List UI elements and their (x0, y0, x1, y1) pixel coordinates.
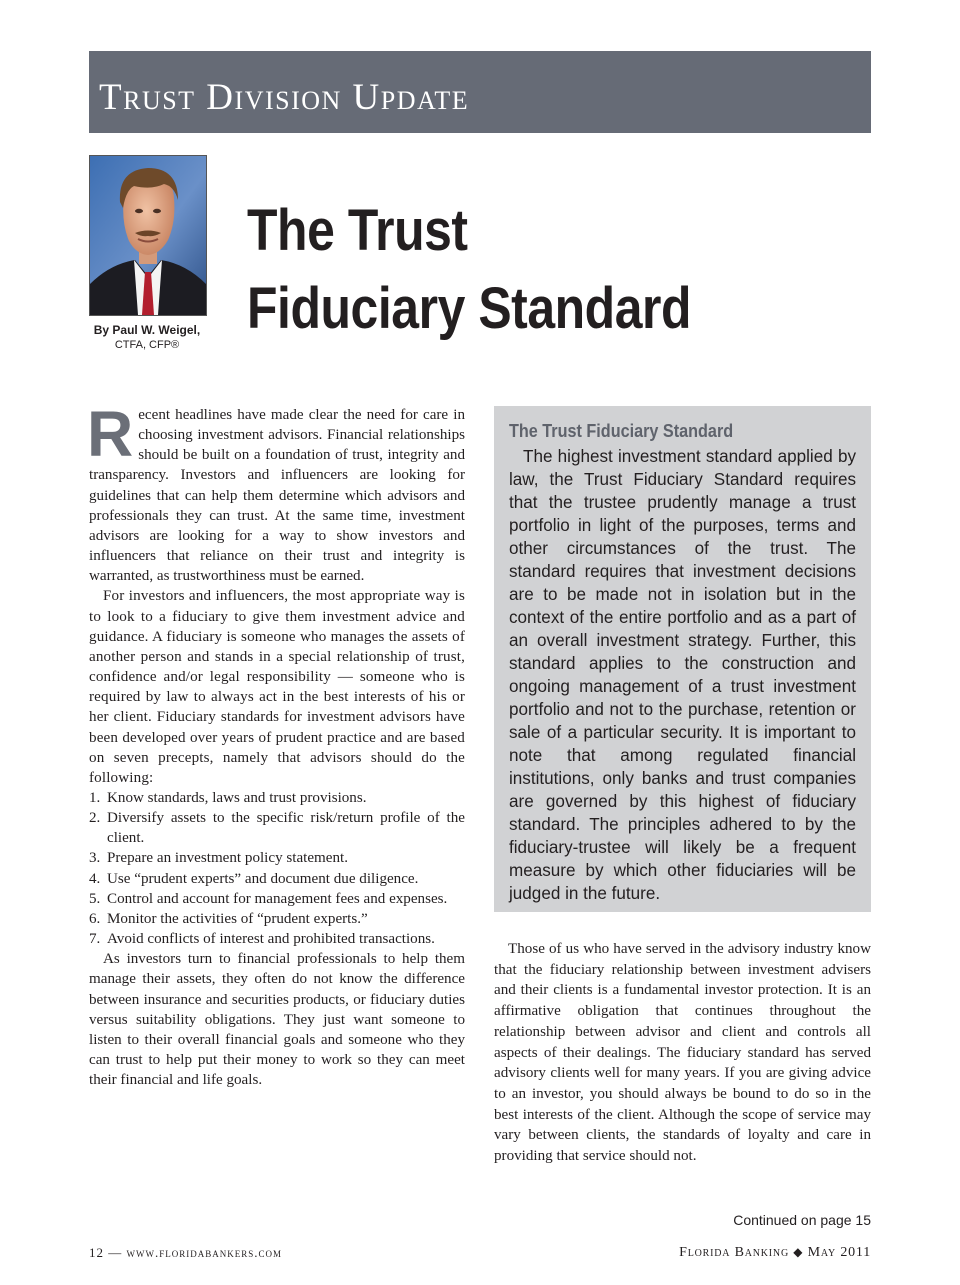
list-item (89, 808, 465, 848)
principles-list (89, 788, 465, 949)
list-item-text: Control and account for management fees and expenses. (107, 890, 448, 907)
byline-author: By Paul W. Weigel, (93, 323, 201, 337)
article-title-line-1: The Trust (247, 198, 468, 263)
footer-issue-date: May 2011 (807, 1245, 871, 1260)
sidebar-title: The Trust Fiduciary Standard (509, 421, 734, 441)
article-title (247, 192, 691, 348)
list-item-text: Prepare an investment policy statement. (107, 850, 349, 867)
list-item (89, 929, 465, 949)
list-item-number: 7. (89, 931, 101, 948)
article-paragraph-1-text: ecent headlines have made clear the need for care in choosing investment advisors. Financial relationships should be built on a foundation of trust, integrity and transparency. Investors and influencers are looking for guidelines that can help them determine which advisors and professionals they can trust. At the same time, investment advisors are looking for a way to show investors and influencers that reliance on their trust and integrity is warranted, as trustworthiness must be earned. (89, 407, 465, 585)
author-portrait (89, 155, 207, 316)
diamond-icon: ◆ (793, 1245, 804, 1259)
list-item-number: 1. (89, 789, 101, 806)
continued-note: Continued on page 15 (733, 1212, 871, 1228)
list-item-text: Monitor the activities of “prudent experts.” (107, 910, 368, 927)
section-header-band (89, 51, 871, 133)
drop-cap: R (87, 398, 134, 470)
section-title: Trust Division Update (99, 77, 470, 118)
article-paragraph-4: Those of us who have served in the advisory industry know that the fiduciary relationship between investment advisers and their clients is a fundamental investor protection. It is an affirmative obligation that continues throughout the relationship between advisor and client and controls all aspects of their dealings. The fiduciary standard has served advisory clients well for many years. If you are giving advice to an investor, you should always be bound to do so in the best interests of the client. Although the scope of service may vary between clients, the standards of loyalty and care in providing that service should not. (494, 941, 871, 1165)
footer-page-info: 12 — www.floridabankers.com (89, 1245, 282, 1260)
list-item-text: Know standards, laws and trust provisions. (107, 789, 367, 806)
list-item-number: 6. (89, 910, 101, 927)
article-paragraph-1 (87, 398, 465, 586)
article-title-line-2: Fiduciary Standard (247, 276, 692, 341)
byline-credentials: CTFA, CFP® (114, 339, 180, 351)
list-item (89, 889, 465, 909)
article-paragraph-2: For investors and influencers, the most appropriate way is to look to a fiduciary to give them investment advice and guidance. A fiduciary is someone who manages the assets of another person and stands in a special relationship of trust, confidence and/or legal responsibility — someone who is required by law to always act in the best interests of his or her client. Fiduciary standards for investment advisors have been developed over years of prudent practice and are based on seven precepts, namely that advisors should do the following: (89, 588, 465, 786)
author-portrait-image (90, 156, 206, 315)
list-item-number: 2. (89, 810, 101, 827)
list-item (89, 788, 465, 808)
sidebar-body: The highest investment standard applied by law, the Trust Fiduciary Standard requires that the trustee prudently manage a trust portfolio in light of the purposes, terms and other circumstances of the trust. The standard requires that investment decisions are to be made not in isolation but in the context of the entire portfolio and as a part of an overall investment strategy. Further, this standard applies to the construction and ongoing management of a trust investment portfolio and not to the purchase, retention or sale of a particular security. It is important to note that among regulated financial institutions, only banks and trust companies are governed by this highest of fiduciary standard. The principles adhered to by the fiduciary-trustee will likely be a frequent measure by which other fiduciaries will be judged in the future. (509, 447, 856, 903)
article-paragraph-3: As investors turn to financial professionals to help them manage their assets, they often do not know the difference between insurance and securities products, or fiduciary duties versus suitability obligations. They just want someone to listen to their overall financial goals and someone who they can trust to help put their money to work so they can meet their financial and life goals. (89, 951, 465, 1089)
byline (86, 323, 208, 353)
list-item-number: 5. (89, 890, 101, 907)
list-item-text: Avoid conflicts of interest and prohibited transactions. (107, 931, 435, 948)
list-item (89, 848, 465, 868)
list-item-number: 3. (89, 850, 101, 867)
list-item (89, 909, 465, 929)
article-left-column (87, 398, 465, 1090)
footer-publication-name: Florida Banking (679, 1245, 789, 1260)
list-item-number: 4. (89, 870, 101, 887)
footer-publication (679, 1245, 871, 1261)
list-item-text: Use “prudent experts” and document due diligence. (107, 870, 419, 887)
list-item (89, 869, 465, 889)
sidebar-box (494, 406, 871, 912)
list-item-text: Diversify assets to the specific risk/return profile of the client. (107, 810, 465, 847)
